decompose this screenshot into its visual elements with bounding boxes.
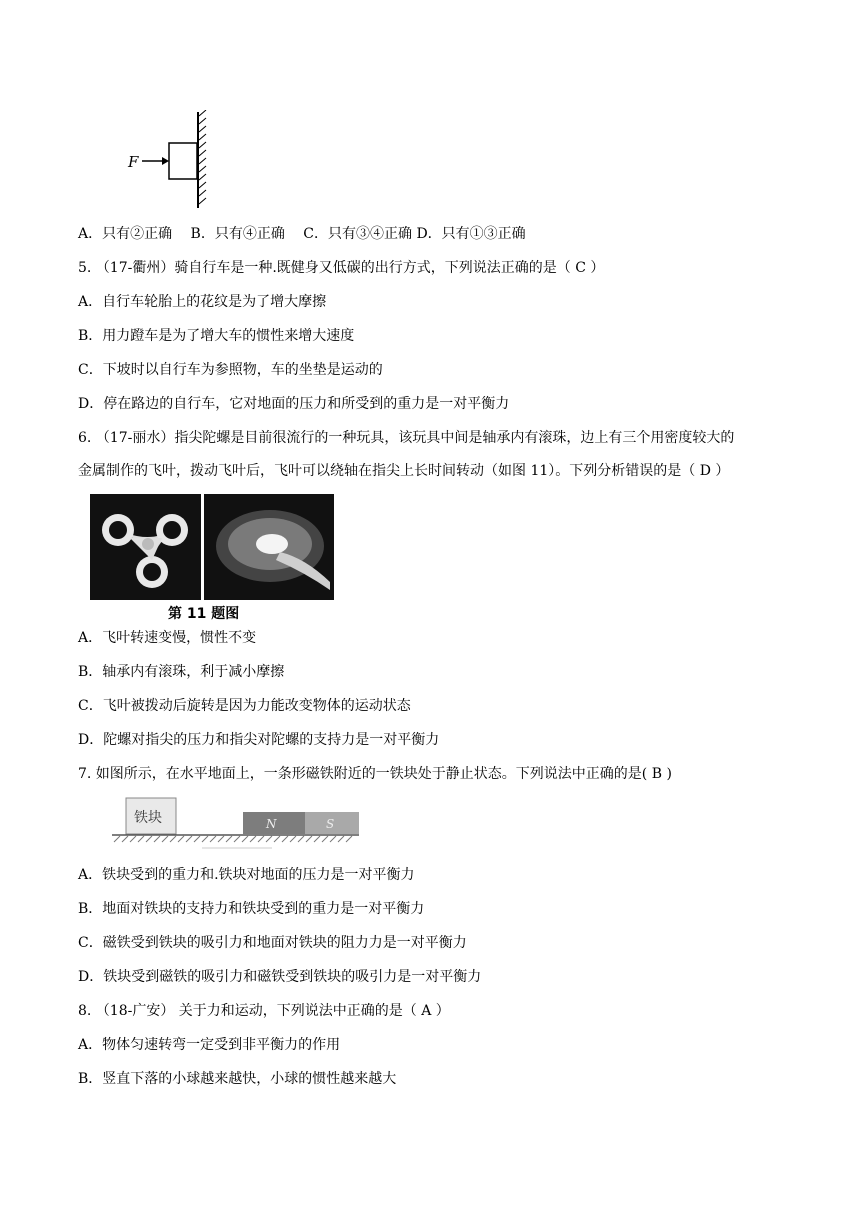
- q8-option-b: B．竖直下落的小球越来越快，小球的惯性越来越大: [78, 1071, 397, 1087]
- force-label: F: [128, 153, 139, 171]
- q6-option-d: D．陀螺对指尖的压力和指尖对陀螺的支持力是一对平衡力: [78, 732, 440, 748]
- q7-option-c: C．磁铁受到铁块的吸引力和地面对铁块的阻力力是一对平衡力: [78, 935, 467, 951]
- force-wall-figure: [120, 110, 220, 210]
- q8-option-a: A．物体匀速转弯一定受到非平衡力的作用: [78, 1037, 341, 1053]
- q7-option-d: D．铁块受到磁铁的吸引力和磁铁受到铁块的吸引力是一对平衡力: [78, 969, 482, 985]
- q5-option-c: C．下坡时以自行车为参照物，车的坐垫是运动的: [78, 362, 383, 378]
- q5-option-d: D．停在路边的自行车，它对地面的压力和所受到的重力是一对平衡力: [78, 396, 510, 412]
- q6-option-a: A．飞叶转速变慢，惯性不变: [78, 630, 257, 646]
- q6-option-b: B．轴承内有滚珠，利于减小摩擦: [78, 664, 285, 680]
- q6-option-c: C．飞叶被拨动后旋转是因为力能改变物体的运动状态: [78, 698, 411, 714]
- magnet-figure: [112, 796, 362, 854]
- iron-block-label: 铁块: [134, 810, 162, 826]
- q4-options: A．只有②正确 B．只有④正确 C．只有③④正确 D．只有①③正确: [78, 226, 526, 242]
- q8-stem: 8. （18-广安） 关于力和运动，下列说法中正确的是（ A ）: [78, 1003, 450, 1019]
- magnet-n-label: N: [266, 817, 277, 831]
- q7-stem: 7. 如图所示，在水平地面上，一条形磁铁附近的一铁块处于静止状态。下列说法中正确的是( B ): [78, 766, 672, 782]
- magnet-s-label: S: [326, 817, 335, 831]
- figure-caption: 第 11 题图: [168, 606, 240, 622]
- q6-stem-line2: 金属制作的飞叶，拨动飞叶后，飞叶可以绕轴在指尖上长时间转动（如图 11）。下列分析错误的是（ D ）: [78, 463, 730, 479]
- q5-option-b: B．用力蹬车是为了增大车的惯性来增大速度: [78, 328, 355, 344]
- q7-option-b: B．地面对铁块的支持力和铁块受到的重力是一对平衡力: [78, 901, 425, 917]
- fidget-spinner-figure: [90, 494, 334, 624]
- q5-option-a: A．自行车轮胎上的花纹是为了增大摩擦: [78, 294, 327, 310]
- q6-stem-line1: 6. （17-丽水）指尖陀螺是目前很流行的一种玩具，该玩具中间是轴承内有滚珠，边上有三个用密度较大的: [78, 430, 735, 446]
- q7-option-a: A．铁块受到的重力和.铁块对地面的压力是一对平衡力: [78, 867, 415, 883]
- q5-stem: 5. （17-衢州）骑自行车是一种.既健身又低碳的出行方式，下列说法正确的是（ C ）: [78, 260, 605, 276]
